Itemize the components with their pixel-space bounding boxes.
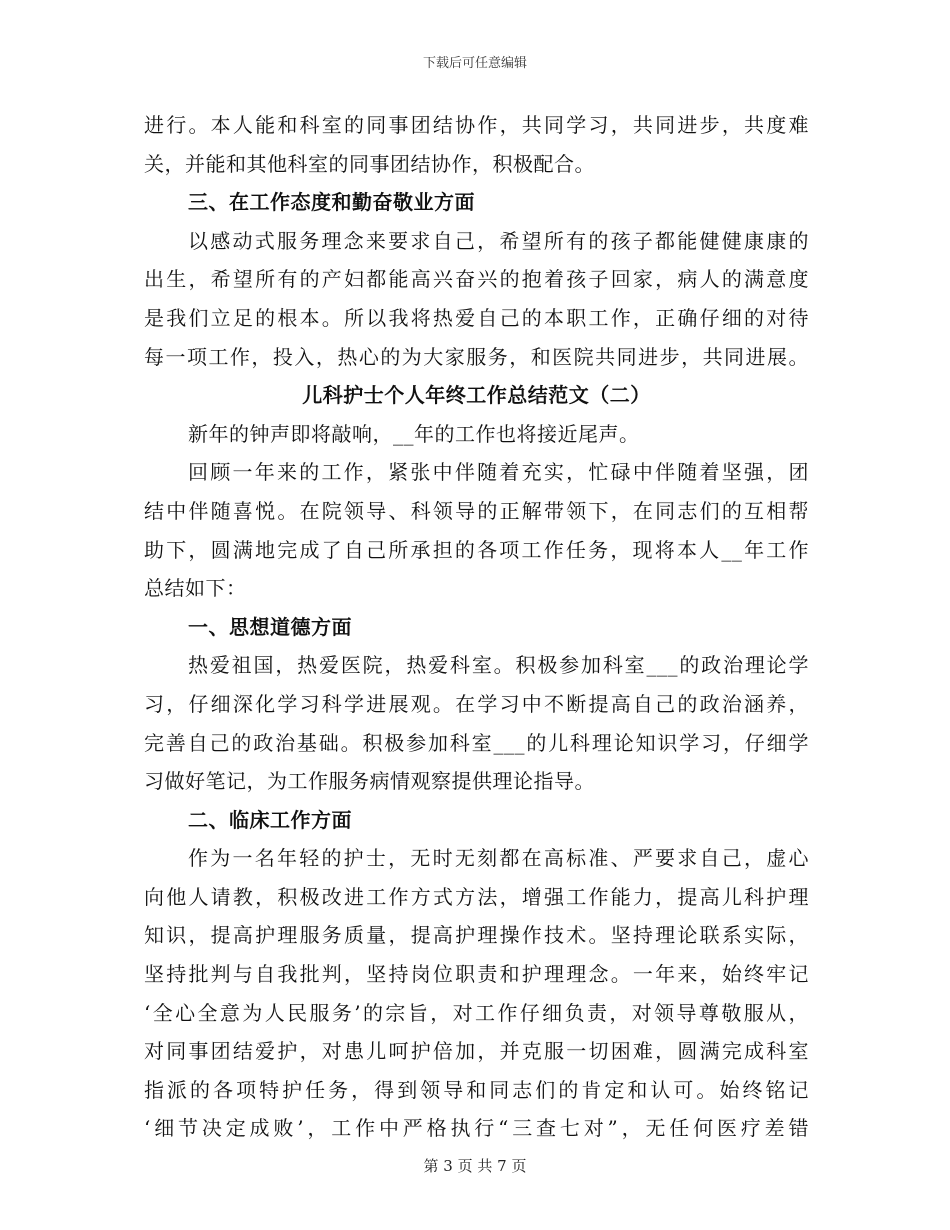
text-line: 助下，圆满地完成了自己所承担的各项工作任务，现将本人__年工作 [144,537,809,562]
text-line: 回顾一年来的工作，紧张中伴随着充实，忙碌中伴随着坚强，团 [188,460,809,485]
page-header: 下载后可任意编辑 [422,56,527,71]
text-line: ‘细节决定成败’，工作中严格执行“三查七对”，无任何医疗差错 [144,1116,809,1141]
text-line: 对同事团结爱护，对患儿呵护倍加，并克服一切困难，圆满完成科室 [144,1039,809,1064]
text-line: 是我们立足的根本。所以我将热爱自己的本职工作，正确仔细的对待 [144,305,809,330]
text-line: 出生，希望所有的产妇都能高兴奋兴的抱着孩子回家，病人的满意度 [144,267,809,292]
text-line: 向他人请教，积极改进工作方式方法，增强工作能力，提高儿科护理 [144,884,809,909]
document-body [144,106,809,1148]
text-line: 进行。本人能和科室的同事团结协作，共同学习，共同进步，共度难 [144,113,809,137]
text-line: 完善自己的政治基础。积极参加科室___的儿科理论知识学习，仔细学 [144,730,809,755]
text-line: 作为一名年轻的护士，无时无刻都在高标准、严要求自己，虚心 [188,846,809,871]
text-line: 以感动式服务理念来要求自己，希望所有的孩子都能健健康康的 [188,228,809,253]
text-line: 结中伴随喜悦。在院领导、科领导的正解带领下，在同志们的互相帮 [144,498,809,523]
section-heading: 一、思想道德方面 [188,614,352,639]
text-line: 坚持批判与自我批判，坚持岗位职责和护理理念。一年来，始终牢记 [144,962,809,987]
text-line: 每一项工作，投入，热心的为大家服务，和医院共同进步，共同进展。 [144,344,809,369]
text-line: 习，仔细深化学习科学进展观。在学习中不断提高自己的政治涵养， [144,691,809,716]
text-line: ‘全心全意为人民服务’的宗旨，对工作仔细负责，对领导尊敬服从， [144,1000,809,1025]
text-line: 总结如下： [144,576,247,601]
page-footer: 第 3 页 共 7 页 [423,1157,527,1175]
section-heading: 二、临床工作方面 [188,807,352,832]
document-title: 儿科护士个人年终工作总结范文（二） [302,383,651,408]
text-line: 热爱祖国，热爱医院，热爱科室。积极参加科室___的政治理论学 [188,653,809,678]
text-line: 关，并能和其他科室的同事团结协作，积极配合。 [144,151,595,176]
text-line: 知识，提高护理服务质量，提高护理操作技术。坚持理论联系实际， [144,923,809,948]
text-line: 新年的钟声即将敲响，__年的工作也将接近尾声。 [188,421,640,446]
text-line: 指派的各项特护任务，得到领导和同志们的肯定和认可。始终铭记 [144,1077,809,1102]
text-line: 习做好笔记，为工作服务病情观察提供理论指导。 [144,769,595,794]
section-heading: 三、在工作态度和勤奋敬业方面 [188,190,475,215]
